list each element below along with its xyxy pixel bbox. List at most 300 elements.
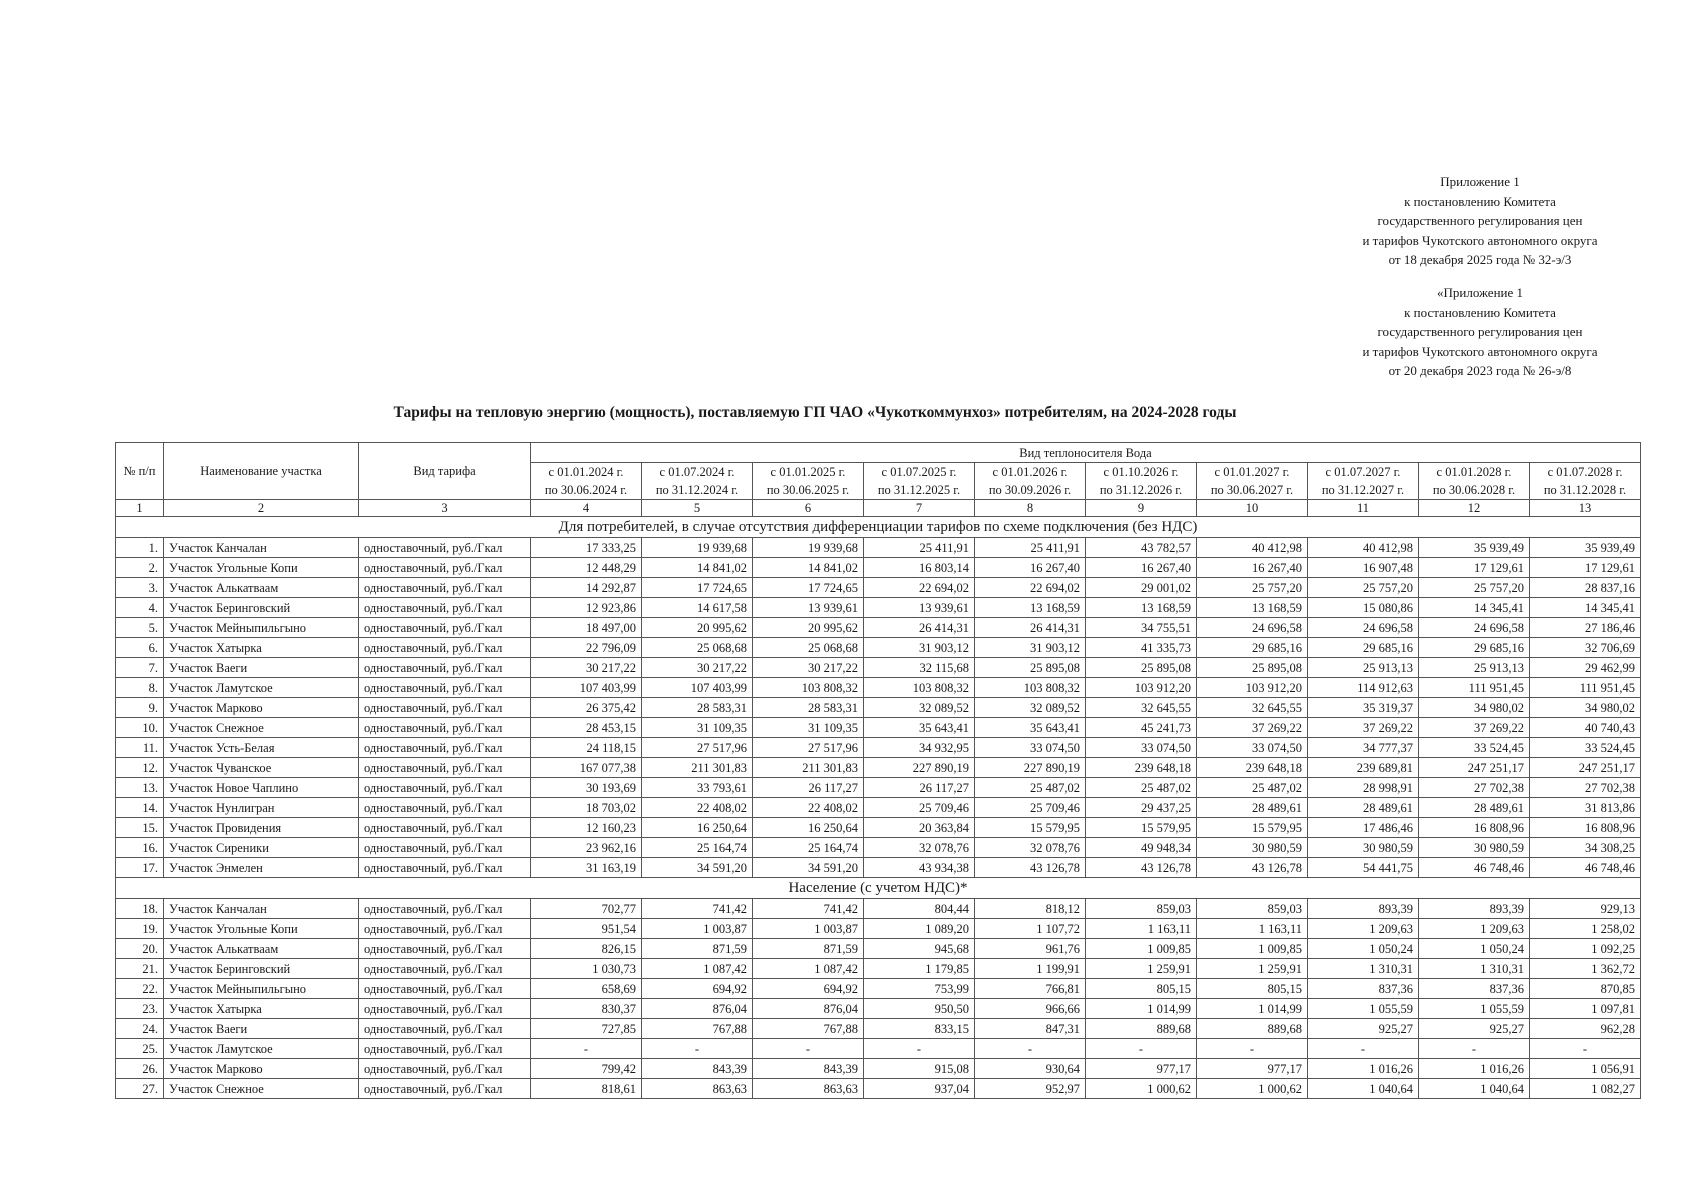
row-number: 3. <box>116 578 164 598</box>
tariff-value: 25 411,91 <box>864 538 975 558</box>
tariff-value: 1 097,81 <box>1530 999 1641 1019</box>
tariff-value: 239 648,18 <box>1197 758 1308 778</box>
period-end: по 31.12.2024 г. <box>655 483 739 497</box>
tariff-value: 1 050,24 <box>1308 939 1419 959</box>
tariff-value: 14 345,41 <box>1530 598 1641 618</box>
site-name: Участок Беринговский <box>164 959 359 979</box>
tariff-value: 32 089,52 <box>975 698 1086 718</box>
tariff-value: 26 375,42 <box>531 698 642 718</box>
table-row <box>116 979 1641 999</box>
tariff-value: 804,44 <box>864 899 975 919</box>
tariff-value: 24 696,58 <box>1197 618 1308 638</box>
period-end: по 30.06.2028 г. <box>1432 483 1516 497</box>
tariff-value: 14 345,41 <box>1419 598 1530 618</box>
tariff-value: 843,39 <box>642 1059 753 1079</box>
tariff-value: 1 014,99 <box>1197 999 1308 1019</box>
tariff-value: 107 403,99 <box>642 678 753 698</box>
tariff-value: 27 702,38 <box>1530 778 1641 798</box>
tariff-value: 22 694,02 <box>864 578 975 598</box>
tariff-value: 40 412,98 <box>1308 538 1419 558</box>
table-row <box>116 959 1641 979</box>
tariff-type: одноставочный, руб./Гкал <box>359 758 531 778</box>
tariff-value: 46 748,46 <box>1530 858 1641 878</box>
period-start: с 01.07.2025 г. <box>881 465 957 479</box>
tariff-value: 103 912,20 <box>1086 678 1197 698</box>
appendix-line: и тарифов Чукотского автономного округа <box>1362 232 1598 248</box>
tariff-value: 37 269,22 <box>1197 718 1308 738</box>
tariff-value: 14 292,87 <box>531 578 642 598</box>
tariff-value: 107 403,99 <box>531 678 642 698</box>
tariff-value: 17 129,61 <box>1419 558 1530 578</box>
tariff-value: 30 980,59 <box>1419 838 1530 858</box>
tariff-value: 930,64 <box>975 1059 1086 1079</box>
tariff-value: 25 895,08 <box>975 658 1086 678</box>
tariff-value: 34 755,51 <box>1086 618 1197 638</box>
tariff-value: 34 591,20 <box>642 858 753 878</box>
tariff-value: 103 808,32 <box>864 678 975 698</box>
header-period <box>531 463 642 500</box>
tariff-value: 1 056,91 <box>1530 1059 1641 1079</box>
tariff-value: 23 962,16 <box>531 838 642 858</box>
row-number: 27. <box>116 1079 164 1099</box>
tariff-value: 893,39 <box>1419 899 1530 919</box>
site-name: Участок Беринговский <box>164 598 359 618</box>
tariff-value: 1 009,85 <box>1197 939 1308 959</box>
tariff-value: 17 486,46 <box>1308 818 1419 838</box>
section-title: Население (с учетом НДС)* <box>116 878 1641 899</box>
tariff-value: 1 362,72 <box>1530 959 1641 979</box>
tariff-value: 1 179,85 <box>864 959 975 979</box>
tariff-value: 25 913,13 <box>1419 658 1530 678</box>
tariff-value: 702,77 <box>531 899 642 919</box>
table-row <box>116 638 1641 658</box>
tariff-value: 13 939,61 <box>864 598 975 618</box>
site-name: Участок Мейныпильгыно <box>164 618 359 638</box>
tariff-value: 16 267,40 <box>1197 558 1308 578</box>
tariff-value: 18 497,00 <box>531 618 642 638</box>
tariff-value: 32 115,68 <box>864 658 975 678</box>
header-site-name: Наименование участка <box>164 443 359 500</box>
tariff-value: 31 109,35 <box>753 718 864 738</box>
table-row <box>116 939 1641 959</box>
site-name: Участок Алькатваам <box>164 578 359 598</box>
site-name: Участок Ламутское <box>164 1039 359 1059</box>
row-number: 18. <box>116 899 164 919</box>
row-number: 26. <box>116 1059 164 1079</box>
tariff-value: 35 939,49 <box>1419 538 1530 558</box>
tariff-value: 35 643,41 <box>864 718 975 738</box>
tariff-value: 16 250,64 <box>642 818 753 838</box>
site-name: Участок Новое Чаплино <box>164 778 359 798</box>
tariff-value: 1 087,42 <box>642 959 753 979</box>
tariff-value: 111 951,45 <box>1530 678 1641 698</box>
tariff-value: 32 089,52 <box>864 698 975 718</box>
tariff-value: 889,68 <box>1086 1019 1197 1039</box>
tariff-value: 54 441,75 <box>1308 858 1419 878</box>
tariff-value: 837,36 <box>1419 979 1530 999</box>
site-name: Участок Ваеги <box>164 1019 359 1039</box>
row-number: 6. <box>116 638 164 658</box>
period-start: с 01.01.2026 г. <box>992 465 1068 479</box>
tariff-value: 239 648,18 <box>1086 758 1197 778</box>
tariff-type: одноставочный, руб./Гкал <box>359 798 531 818</box>
tariff-value: 29 462,99 <box>1530 658 1641 678</box>
site-name: Участок Алькатваам <box>164 939 359 959</box>
tariff-value: 43 126,78 <box>1197 858 1308 878</box>
tariff-value: 41 335,73 <box>1086 638 1197 658</box>
column-number: 7 <box>864 500 975 517</box>
appendix-line: «Приложение 1 <box>1436 285 1524 300</box>
tariff-value: 32 078,76 <box>975 838 1086 858</box>
tariff-value: 1 016,26 <box>1308 1059 1419 1079</box>
tariff-value: 1 089,20 <box>864 919 975 939</box>
tariff-value: 167 077,38 <box>531 758 642 778</box>
tariff-value: 14 617,58 <box>642 598 753 618</box>
period-start: с 01.01.2025 г. <box>770 465 846 479</box>
site-name: Участок Марково <box>164 698 359 718</box>
row-number: 7. <box>116 658 164 678</box>
tariff-value: 818,61 <box>531 1079 642 1099</box>
tariff-type: одноставочный, руб./Гкал <box>359 838 531 858</box>
tariff-value: 1 209,63 <box>1419 919 1530 939</box>
site-name: Участок Снежное <box>164 718 359 738</box>
tariff-value: 915,08 <box>864 1059 975 1079</box>
site-name: Участок Угольные Копи <box>164 558 359 578</box>
tariff-value: 24 118,15 <box>531 738 642 758</box>
tariff-value: 34 777,37 <box>1308 738 1419 758</box>
row-number: 19. <box>116 919 164 939</box>
tariff-value: 1 030,73 <box>531 959 642 979</box>
tariff-value: 952,97 <box>975 1079 1086 1099</box>
document-title-wrapper <box>0 404 1698 422</box>
table-header <box>116 443 1641 500</box>
tariff-value: 33 524,45 <box>1530 738 1641 758</box>
tariff-value: 22 408,02 <box>753 798 864 818</box>
period-start: с 01.07.2028 г. <box>1547 465 1623 479</box>
table-row <box>116 658 1641 678</box>
tariff-value: 18 703,02 <box>531 798 642 818</box>
tariff-value: 30 193,69 <box>531 778 642 798</box>
site-name: Участок Ваеги <box>164 658 359 678</box>
tariff-value: 977,17 <box>1197 1059 1308 1079</box>
tariff-value: 16 808,96 <box>1530 818 1641 838</box>
tariff-type: одноставочный, руб./Гкал <box>359 939 531 959</box>
tariff-value: 1 082,27 <box>1530 1079 1641 1099</box>
tariff-value: 35 939,49 <box>1530 538 1641 558</box>
tariff-value: 31 813,86 <box>1530 798 1641 818</box>
tariff-value: 33 074,50 <box>1086 738 1197 758</box>
tariff-value: 25 757,20 <box>1419 578 1530 598</box>
tariff-value: 13 939,61 <box>753 598 864 618</box>
header-period <box>975 463 1086 500</box>
tariff-type: одноставочный, руб./Гкал <box>359 658 531 678</box>
table-row <box>116 858 1641 878</box>
tariff-value: 945,68 <box>864 939 975 959</box>
tariff-value: 871,59 <box>753 939 864 959</box>
tariff-type: одноставочный, руб./Гкал <box>359 919 531 939</box>
tariff-type: одноставочный, руб./Гкал <box>359 678 531 698</box>
tariff-value: 30 217,22 <box>642 658 753 678</box>
table-row <box>116 558 1641 578</box>
tariff-value: 33 524,45 <box>1419 738 1530 758</box>
row-number: 21. <box>116 959 164 979</box>
tariff-value: - <box>642 1039 753 1059</box>
period-end: по 30.09.2026 г. <box>988 483 1072 497</box>
tariff-value: 26 414,31 <box>975 618 1086 638</box>
tariff-type: одноставочный, руб./Гкал <box>359 698 531 718</box>
tariff-value: - <box>975 1039 1086 1059</box>
row-number: 4. <box>116 598 164 618</box>
tariff-value: 977,17 <box>1086 1059 1197 1079</box>
tariff-value: 937,04 <box>864 1079 975 1099</box>
table-row <box>116 798 1641 818</box>
tariff-value: 1 310,31 <box>1419 959 1530 979</box>
site-name: Участок Чуванское <box>164 758 359 778</box>
column-number: 6 <box>753 500 864 517</box>
site-name: Участок Мейныпильгыно <box>164 979 359 999</box>
tariff-value: 1 040,64 <box>1308 1079 1419 1099</box>
appendix-line: государственного регулирования цен <box>1377 324 1583 339</box>
tariff-type: одноставочный, руб./Гкал <box>359 959 531 979</box>
tariff-type: одноставочный, руб./Гкал <box>359 558 531 578</box>
tariff-value: 25 709,46 <box>864 798 975 818</box>
column-number: 3 <box>359 500 531 517</box>
tariff-value: 966,66 <box>975 999 1086 1019</box>
tariff-value: 35 643,41 <box>975 718 1086 738</box>
tariff-value: 658,69 <box>531 979 642 999</box>
section-title: Для потребителей, в случае отсутствия дифференциации тарифов по схеме подключения (без НДС) <box>116 517 1641 538</box>
tariff-value: 239 689,81 <box>1308 758 1419 778</box>
tariff-value: 925,27 <box>1308 1019 1419 1039</box>
tariff-value: 13 168,59 <box>1197 598 1308 618</box>
tariff-value: 16 808,96 <box>1419 818 1530 838</box>
row-number: 13. <box>116 778 164 798</box>
tariff-value: 16 267,40 <box>1086 558 1197 578</box>
tariff-value: 17 724,65 <box>642 578 753 598</box>
tariff-value: 14 841,02 <box>642 558 753 578</box>
tariff-value: 1 258,02 <box>1530 919 1641 939</box>
tariff-value: 1 209,63 <box>1308 919 1419 939</box>
tariff-value: 1 055,59 <box>1419 999 1530 1019</box>
tariff-value: 1 000,62 <box>1086 1079 1197 1099</box>
tariff-value: - <box>1086 1039 1197 1059</box>
column-number: 11 <box>1308 500 1419 517</box>
tariff-value: 25 164,74 <box>642 838 753 858</box>
tariff-value: 26 117,27 <box>753 778 864 798</box>
column-number: 13 <box>1530 500 1641 517</box>
site-name: Участок Марково <box>164 1059 359 1079</box>
table-row <box>116 538 1641 558</box>
row-number: 14. <box>116 798 164 818</box>
appendix-line: государственного регулирования цен <box>1377 213 1583 228</box>
tariff-value: 1 259,91 <box>1086 959 1197 979</box>
tariff-value: 876,04 <box>753 999 864 1019</box>
tariff-value: 24 696,58 <box>1308 618 1419 638</box>
period-start: с 01.01.2027 г. <box>1214 465 1290 479</box>
tariff-value: 30 217,22 <box>753 658 864 678</box>
table-row <box>116 919 1641 939</box>
tariff-value: 1 163,11 <box>1086 919 1197 939</box>
tariff-value: 43 934,38 <box>864 858 975 878</box>
table-row <box>116 818 1641 838</box>
column-number: 8 <box>975 500 1086 517</box>
tariff-type: одноставочный, руб./Гкал <box>359 778 531 798</box>
tariff-value: 1 009,85 <box>1086 939 1197 959</box>
section-row <box>116 517 1641 538</box>
tariff-value: 28 489,61 <box>1308 798 1419 818</box>
tariff-value: 12 448,29 <box>531 558 642 578</box>
tariff-type: одноставочный, руб./Гкал <box>359 818 531 838</box>
table-row <box>116 678 1641 698</box>
tariff-value: 20 363,84 <box>864 818 975 838</box>
tariff-type: одноставочный, руб./Гкал <box>359 979 531 999</box>
tariff-value: 43 782,57 <box>1086 538 1197 558</box>
tariff-value: 847,31 <box>975 1019 1086 1039</box>
column-number: 2 <box>164 500 359 517</box>
tariff-type: одноставочный, руб./Гкал <box>359 738 531 758</box>
tariff-value: 34 980,02 <box>1530 698 1641 718</box>
tariff-value: 25 411,91 <box>975 538 1086 558</box>
column-numbers-row <box>116 500 1641 517</box>
period-start: с 01.07.2027 г. <box>1325 465 1401 479</box>
tariff-value: 1 259,91 <box>1197 959 1308 979</box>
row-number: 25. <box>116 1039 164 1059</box>
tariff-value: 211 301,83 <box>642 758 753 778</box>
table-row <box>116 698 1641 718</box>
tariff-value: 34 591,20 <box>753 858 864 878</box>
tariff-value: 17 724,65 <box>753 578 864 598</box>
tariff-value: 863,63 <box>642 1079 753 1099</box>
site-name: Участок Ламутское <box>164 678 359 698</box>
tariff-value: 863,63 <box>753 1079 864 1099</box>
tariff-value: - <box>1197 1039 1308 1059</box>
row-number: 15. <box>116 818 164 838</box>
tariff-value: 767,88 <box>642 1019 753 1039</box>
appendix-previous <box>1330 283 1630 381</box>
tariff-value: 833,15 <box>864 1019 975 1039</box>
tariff-value: 766,81 <box>975 979 1086 999</box>
tariff-type: одноставочный, руб./Гкал <box>359 538 531 558</box>
document-title: Тарифы на тепловую энергию (мощность), поставляемую ГП ЧАО «Чукоткоммунхоз» потребителям, на 2024-2028 годы <box>393 404 1237 421</box>
tariff-value: 741,42 <box>642 899 753 919</box>
site-name: Участок Энмелен <box>164 858 359 878</box>
tariff-value: 830,37 <box>531 999 642 1019</box>
tariff-value: 28 489,61 <box>1419 798 1530 818</box>
tariff-value: 25 913,13 <box>1308 658 1419 678</box>
period-end: по 31.12.2027 г. <box>1321 483 1405 497</box>
tariff-value: 1 087,42 <box>753 959 864 979</box>
site-name: Участок Канчалан <box>164 538 359 558</box>
tariff-value: 805,15 <box>1086 979 1197 999</box>
header-period <box>1086 463 1197 500</box>
tariff-value: 28 998,91 <box>1308 778 1419 798</box>
tariff-value: 31 109,35 <box>642 718 753 738</box>
header-number: № п/п <box>116 443 164 500</box>
tariff-value: 799,42 <box>531 1059 642 1079</box>
period-start: с 01.01.2024 г. <box>548 465 624 479</box>
table-row <box>116 1019 1641 1039</box>
column-number: 4 <box>531 500 642 517</box>
row-number: 24. <box>116 1019 164 1039</box>
tariff-value: 19 939,68 <box>753 538 864 558</box>
tariff-value: 45 241,73 <box>1086 718 1197 738</box>
tariff-value: 20 995,62 <box>753 618 864 638</box>
tariff-value: 767,88 <box>753 1019 864 1039</box>
column-number: 10 <box>1197 500 1308 517</box>
tariff-value: 31 903,12 <box>864 638 975 658</box>
tariff-value: 1 016,26 <box>1419 1059 1530 1079</box>
table-row <box>116 718 1641 738</box>
tariff-value: 13 168,59 <box>1086 598 1197 618</box>
header-period <box>864 463 975 500</box>
tariff-value: 876,04 <box>642 999 753 1019</box>
tariff-value: 30 980,59 <box>1197 838 1308 858</box>
header-tariff-type: Вид тарифа <box>359 443 531 500</box>
period-end: по 30.06.2025 г. <box>766 483 850 497</box>
tariff-value: 227 890,19 <box>975 758 1086 778</box>
tariff-value: 25 487,02 <box>1086 778 1197 798</box>
table-row <box>116 598 1641 618</box>
tariff-value: 33 074,50 <box>975 738 1086 758</box>
table-row <box>116 618 1641 638</box>
tariff-value: 15 579,95 <box>975 818 1086 838</box>
tariff-type: одноставочный, руб./Гкал <box>359 578 531 598</box>
tariff-value: 32 645,55 <box>1197 698 1308 718</box>
tariff-value: 26 117,27 <box>864 778 975 798</box>
tariff-value: 27 186,46 <box>1530 618 1641 638</box>
tariff-value: 961,76 <box>975 939 1086 959</box>
row-number: 8. <box>116 678 164 698</box>
tariff-value: 32 078,76 <box>864 838 975 858</box>
tariff-value: 950,50 <box>864 999 975 1019</box>
tariff-value: 1 050,24 <box>1419 939 1530 959</box>
tariff-value: 16 267,40 <box>975 558 1086 578</box>
site-name: Участок Снежное <box>164 1079 359 1099</box>
column-number: 9 <box>1086 500 1197 517</box>
tariff-type: одноставочный, руб./Гкал <box>359 598 531 618</box>
tariff-value: 32 645,55 <box>1086 698 1197 718</box>
tariff-value: 12 923,86 <box>531 598 642 618</box>
table-row <box>116 778 1641 798</box>
tariff-value: 893,39 <box>1308 899 1419 919</box>
tariff-value: 34 932,95 <box>864 738 975 758</box>
tariff-value: 1 003,87 <box>753 919 864 939</box>
tariff-value: 843,39 <box>753 1059 864 1079</box>
period-start: с 01.07.2024 г. <box>659 465 735 479</box>
tariff-value: 870,85 <box>1530 979 1641 999</box>
tariff-value: 25 164,74 <box>753 838 864 858</box>
tariff-value: 15 579,95 <box>1197 818 1308 838</box>
header-period <box>1419 463 1530 500</box>
tariff-value: 114 912,63 <box>1308 678 1419 698</box>
tariff-value: 694,92 <box>642 979 753 999</box>
tariff-value: 24 696,58 <box>1419 618 1530 638</box>
tariff-value: 14 841,02 <box>753 558 864 578</box>
table-row <box>116 838 1641 858</box>
tariff-value: 25 709,46 <box>975 798 1086 818</box>
tariff-value: 19 939,68 <box>642 538 753 558</box>
period-end: по 30.06.2024 г. <box>544 483 628 497</box>
tariff-value: 29 685,16 <box>1308 638 1419 658</box>
tariff-value: 951,54 <box>531 919 642 939</box>
site-name: Участок Провидения <box>164 818 359 838</box>
site-name: Участок Сиреники <box>164 838 359 858</box>
appendix-line: от 18 декабря 2025 года № 32-э/3 <box>1388 252 1572 267</box>
table-body <box>116 500 1641 1099</box>
tariff-type: одноставочный, руб./Гкал <box>359 618 531 638</box>
tariff-value: 859,03 <box>1197 899 1308 919</box>
tariff-value: 211 301,83 <box>753 758 864 778</box>
